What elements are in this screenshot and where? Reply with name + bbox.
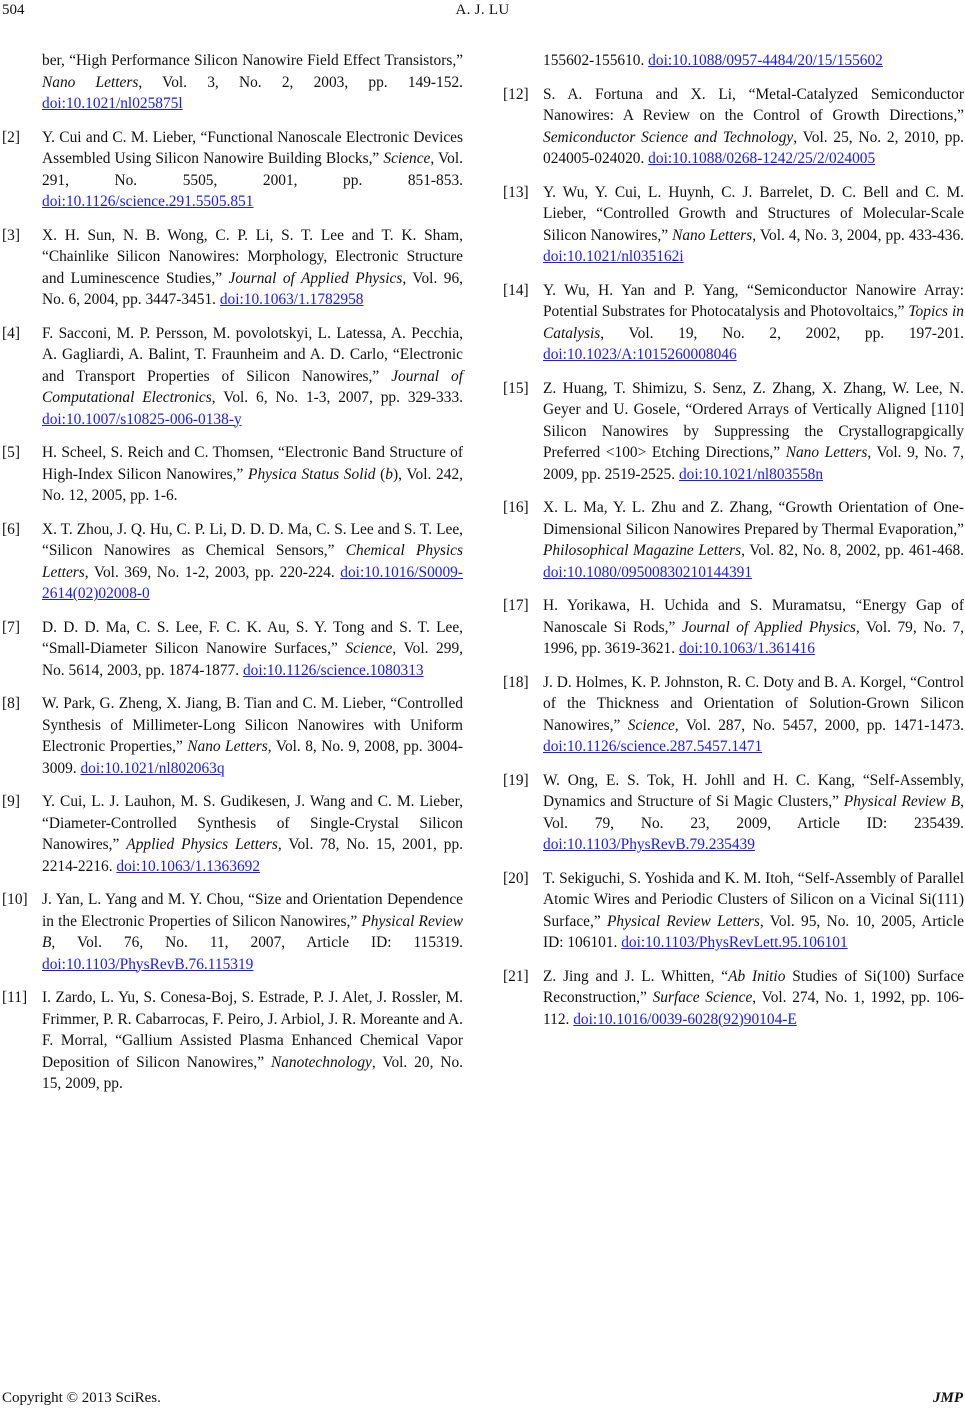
reference-text: X. T. Zhou, J. Q. Hu, C. P. Li, D. D. D. Ma, C. S. Lee and S. T. Lee, “Silicon Nanowires as Chemical Sensors,” <box>42 520 463 559</box>
reference-number: [5] <box>2 444 20 461</box>
reference-number: [16] <box>503 499 529 516</box>
references-right-column <box>503 50 964 1042</box>
reference-text: , Vol. 274, No. 1, 1992, pp. 106-112. <box>543 989 964 1028</box>
doi-link[interactable]: doi:10.1103/PhysRevB.76.115319 <box>42 955 254 973</box>
reference-entry <box>2 127 463 213</box>
reference-source-italic: Physica Status Solid <box>248 465 376 483</box>
reference-source-italic: Physical Review B <box>843 793 961 810</box>
reference-text: Z. Huang, T. Shimizu, S. Senz, Z. Zhang, X. Zhang, W. Lee, N. Geyer and U. Gosele, “Ordered Arrays of Vertically Aligned [110] Silicon Nanowires by Suppressing the Crystallograpgically Preferred <100> Etching Directions,” <box>543 379 964 461</box>
doi-link[interactable]: doi:10.1063/1.361416 <box>678 640 815 657</box>
reference-entry <box>503 84 964 170</box>
doi-link[interactable]: doi:10.1063/1.1363692 <box>116 857 261 875</box>
reference-text: , Vol. 299, No. 5614, 2003, pp. 1874-1877. <box>42 640 463 679</box>
reference-text: , Vol. 3, No. 2, 2003, pp. 149-152. <box>138 73 463 91</box>
reference-text: Y. Wu, H. Yan and P. Yang, “Semiconductor Nanowire Array: Potential Substrates for Photocatalysis and Photovoltaics,” <box>543 281 964 320</box>
reference-text: , Vol. 82, No. 8, 2002, pp. 461-468. <box>741 542 964 559</box>
reference-number: [8] <box>2 695 20 712</box>
reference-text: , Vol. 8, No. 9, 2008, pp. 3004-3009. <box>42 738 463 777</box>
reference-continuation <box>503 50 964 72</box>
reference-text: 155602-155610. <box>543 52 649 69</box>
reference-text: , Vol. 95, No. 10, 2005, Article ID: 106101. <box>543 912 964 951</box>
reference-entry <box>2 442 463 507</box>
reference-source-italic: Surface Science <box>652 989 753 1006</box>
reference-source-italic: Ab Initio <box>728 967 786 985</box>
reference-text: , Vol. 79, No. 7, 1996, pp. 3619-3621. <box>543 618 964 657</box>
reference-entry <box>2 889 463 975</box>
journal-abbreviation: JMP <box>933 1390 963 1406</box>
reference-number: [6] <box>2 520 20 538</box>
reference-text: , Vol. 291, No. 5505, 2001, pp. 851-853. <box>42 150 463 189</box>
reference-text: ( <box>375 465 386 483</box>
reference-text: , Vol. 369, No. 1-2, 2003, pp. 220-224. <box>84 563 341 581</box>
running-title: A. J. LU <box>455 2 510 18</box>
reference-text: , Vol. 78, No. 15, 2001, pp. 2214-2216. <box>42 836 463 875</box>
reference-text: , Vol. 6, No. 1-3, 2007, pp. 329-333. <box>211 389 463 406</box>
reference-source-italic: Nano Letters <box>42 73 139 91</box>
doi-link[interactable]: doi:10.1126/science.291.5505.851 <box>42 193 254 210</box>
reference-number: [4] <box>2 324 20 342</box>
reference-source-italic: Nano Letters <box>672 226 753 244</box>
reference-text: S. A. Fortuna and X. Li, “Metal-Catalyzed Semiconductor Nanowires: A Review on the Control of Growth Directions,” <box>543 85 964 124</box>
reference-text: X. L. Ma, Y. L. Zhu and Z. Zhang, “Growth Orientation of One-Dimensional Silicon Nanowires Prepared by Thermal Evaporation,” <box>543 499 964 538</box>
reference-entry <box>2 791 463 877</box>
reference-number: [18] <box>503 673 529 691</box>
reference-entry <box>2 519 463 605</box>
doi-link[interactable]: doi:10.1088/0268-1242/25/2/024005 <box>648 150 876 167</box>
doi-link[interactable]: doi:10.1126/science.1080313 <box>242 661 424 679</box>
reference-text: H. Yorikawa, H. Uchida and S. Muramatsu, “Energy Gap of Nanoscale Si Rods,” <box>543 597 964 636</box>
reference-entry <box>503 595 964 660</box>
reference-source-italic: Nanotechnology <box>270 1053 372 1071</box>
reference-entry <box>503 182 964 268</box>
reference-entry <box>2 987 463 1095</box>
reference-text: W. Ong, E. S. Tok, H. Johll and H. C. Kang, “Self-Assembly, Dynamics and Structure of Si Magic Clusters,” <box>543 771 964 810</box>
copyright-notice: Copyright © 2013 SciRes. <box>2 1390 161 1406</box>
reference-source-italic: Physical Review Letters <box>607 912 760 930</box>
reference-entry <box>2 323 463 431</box>
reference-entry <box>2 225 463 311</box>
reference-number: [12] <box>503 85 529 103</box>
reference-number: [7] <box>2 618 20 636</box>
reference-text: , Vol. 79, No. 23, 2009, Article ID: 235439. <box>543 793 965 832</box>
reference-number: [21] <box>503 967 529 985</box>
reference-text: H. Scheel, S. Reich and C. Thomsen, “Electronic Band Structure of High-Index Silicon Nanowires,” <box>42 444 463 483</box>
reference-number: [9] <box>2 793 20 810</box>
reference-text: Z. Jing and J. L. Whitten, “ <box>543 967 729 985</box>
reference-source-italic: Chemical Physics Letters <box>42 542 463 581</box>
reference-source-italic: Physical Review B <box>42 912 463 951</box>
reference-text: X. H. Sun, N. B. Wong, C. P. Li, S. T. Lee and T. K. Sham, “Chainlike Silicon Nanowires: Morphology, Electronic Structure and Luminescence Studies,” <box>42 226 463 287</box>
reference-text: , Vol. 20, No. 15, 2009, pp. <box>42 1053 463 1092</box>
reference-text: , Vol. 4, No. 3, 2004, pp. 433-436. <box>752 226 964 244</box>
reference-text: T. Sekiguchi, S. Yoshida and K. M. Itoh, “Self-Assembly of Parallel Atomic Wires and Periodic Clusters of Silicon on a Vicinal Si(111) Surface,” <box>543 869 964 930</box>
doi-link[interactable]: doi:10.1016/S0009-2614(02)02008-0 <box>42 563 463 602</box>
reference-text: , Vol. 9, No. 7, 2009, pp. 2519-2525. <box>543 444 965 483</box>
page-number: 504 <box>2 2 25 18</box>
doi-link[interactable]: doi:10.1021/nl803558n <box>678 465 824 483</box>
reference-number: [11] <box>2 989 28 1006</box>
reference-entry <box>503 770 964 856</box>
doi-link[interactable]: doi:10.1007/s10825-006-0138-y <box>42 410 242 428</box>
reference-text: Y. Cui, L. J. Lauhon, M. S. Gudikesen, J. Wang and C. M. Lieber, “Diameter-Controlled Synthesis of Single-Crystal Silicon Nanowires,” <box>42 793 463 853</box>
reference-entry <box>503 497 964 583</box>
reference-text: J. D. Holmes, K. P. Johnston, R. C. Doty and B. A. Korgel, “Control of the Thickness and Orientation of Solution-Grown Silicon Nanowires,” <box>543 673 964 734</box>
reference-source-italic: Journal of Applied Physics <box>228 269 403 287</box>
doi-link[interactable]: doi:10.1103/PhysRevB.79.235439 <box>543 836 755 853</box>
reference-entry <box>503 966 964 1031</box>
reference-entry <box>503 672 964 758</box>
reference-source-italic: Philosophical Magazine Letters <box>543 542 742 559</box>
reference-number: [10] <box>2 891 28 908</box>
reference-source-italic: Applied Physics Letters <box>126 836 278 853</box>
reference-number: [20] <box>503 869 529 887</box>
doi-link[interactable]: doi:10.1021/nl802063q <box>80 759 225 777</box>
reference-source-italic: Topics in Catalysis <box>543 303 964 342</box>
reference-number: [14] <box>503 281 529 299</box>
reference-entry <box>503 378 964 486</box>
reference-number: [15] <box>503 379 529 397</box>
reference-number: [13] <box>503 183 529 201</box>
reference-source-italic: Science <box>627 716 675 734</box>
reference-source-italic: Science <box>345 640 393 657</box>
doi-link[interactable]: doi:10.1126/science.287.5457.1471 <box>543 738 763 755</box>
reference-text: ), Vol. 242, No. 12, 2005, pp. 1-6. <box>42 465 463 504</box>
reference-text: , Vol. 19, No. 2, 2002, pp. 197-201. <box>600 324 964 342</box>
doi-link[interactable]: doi:10.1103/PhysRevLett.95.106101 <box>621 934 848 951</box>
reference-number: [19] <box>503 771 529 789</box>
doi-link[interactable]: doi:10.1063/1.1782958 <box>219 291 364 308</box>
doi-link[interactable]: doi:10.1023/A:1015260008046 <box>543 346 737 363</box>
reference-source-italic: Journal of Applied Physics <box>681 618 856 636</box>
page-header <box>0 0 965 30</box>
doi-link[interactable]: doi:10.1016/0039-6028(92)90104-E <box>573 1010 797 1028</box>
reference-text: , Vol. 25, No. 2, 2010, pp. 024005-024020. <box>543 128 964 167</box>
reference-number: [2] <box>2 128 20 146</box>
reference-entry <box>503 280 964 366</box>
reference-text: Y. Wu, Y. Cui, L. Huynh, C. J. Barrelet, D. C. Bell and C. M. Lieber, “Controlled Growth and Structures of Molecular-Scale Silicon Nanowires,” <box>543 183 964 244</box>
reference-entry <box>2 617 463 682</box>
reference-entry <box>2 693 463 779</box>
reference-source-italic: Journal of Computational Electronics <box>42 367 463 406</box>
reference-source-italic: Nano Letters <box>187 738 268 755</box>
reference-source-italic: Science <box>383 150 431 167</box>
reference-text: Y. Cui and C. M. Lieber, “Functional Nanoscale Electronic Devices Assembled Using Silicon Nanowire Building Blocks,” <box>42 128 463 167</box>
references-left-column <box>2 50 463 1107</box>
reference-text: , Vol. 287, No. 5457, 2000, pp. 1471-1473. <box>674 716 964 734</box>
reference-text: F. Sacconi, M. P. Persson, M. povolotskyi, L. Latessa, A. Pecchia, A. Gagliardi, A. Balint, T. Fraunheim and A. D. Carlo, “Electronic and Transport Properties of Silicon Nanowires,” <box>42 324 463 385</box>
doi-link[interactable]: doi:10.1080/09500830210144391 <box>543 563 753 581</box>
reference-text: W. Park, G. Zheng, X. Jiang, B. Tian and C. M. Lieber, “Controlled Synthesis of Millimeter-Long Silicon Nanowires with Uniform Electronic Properties,” <box>42 695 463 755</box>
doi-link[interactable]: doi:10.1021/nl025875l <box>42 95 183 112</box>
reference-text: , Vol. 96, No. 6, 2004, pp. 3447-3451. <box>42 269 464 308</box>
reference-text: Studies of Si(100) Surface Reconstruction,” <box>543 967 964 1006</box>
reference-text: ber, “High Performance Silicon Nanowire Field Effect Transistors,” <box>42 52 463 69</box>
reference-text: D. D. D. Ma, C. S. Lee, F. C. K. Au, S. Y. Tong and S. T. Lee, “Small-Diameter Silicon Nanowire Surfaces,” <box>42 618 463 657</box>
reference-number: [3] <box>2 226 20 244</box>
reference-entry <box>503 868 964 954</box>
doi-link[interactable]: doi:10.1088/0957-4484/20/15/155602 <box>648 52 883 69</box>
reference-text: I. Zardo, L. Yu, S. Conesa-Boj, S. Estrade, P. J. Alet, J. Rossler, M. Frimmer, P. R. Cabarrocas, F. Peiro, J. Arbiol, J. R. Moreante and A. F. Morral, “Gallium Assisted Plasma Enhanced Chemical Vapor Deposition of Silicon Nanowires,” <box>42 989 463 1071</box>
reference-source-italic: Nano Letters <box>785 444 868 461</box>
reference-source-italic: Semiconductor Science and Technology <box>543 128 794 146</box>
doi-link[interactable]: doi:10.1021/nl035162i <box>543 248 684 265</box>
reference-continuation <box>2 50 463 115</box>
reference-text: J. Yan, L. Yang and M. Y. Chou, “Size and Orientation Dependence in the Electronic Properties of Silicon Nanowires,” <box>42 891 463 930</box>
reference-text: , Vol. 76, No. 11, 2007, Article ID: 115319. <box>51 934 463 951</box>
reference-source-italic: b <box>385 465 393 483</box>
page-footer <box>0 1390 965 1412</box>
reference-number: [17] <box>503 597 529 614</box>
